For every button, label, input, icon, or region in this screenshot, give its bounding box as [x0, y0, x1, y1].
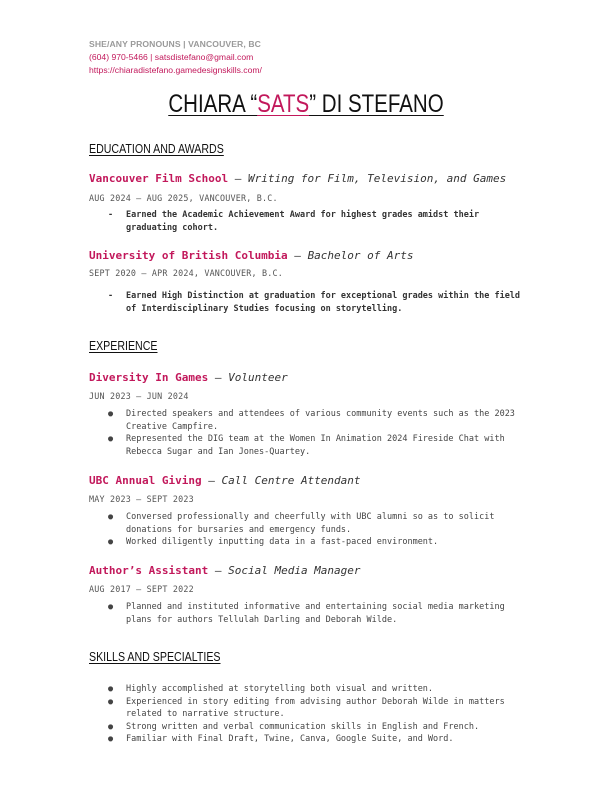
entry-sep: – — [228, 172, 248, 185]
section-heading-skills: SKILLS AND SPECIALTIES — [89, 650, 221, 664]
entry-title — [89, 249, 414, 262]
bullet-marker: ● — [108, 602, 114, 612]
entry-role: Social Media Manager — [228, 564, 361, 577]
dash-marker: - — [108, 291, 114, 301]
entry-bullets — [108, 601, 528, 626]
contact-block — [89, 38, 262, 77]
entry-sep: – — [287, 249, 308, 262]
bullet-marker: ● — [108, 684, 114, 694]
entry-title — [89, 474, 361, 487]
entry-sep: – — [208, 564, 229, 577]
entry-date: MAY 2023 – SEPT 2023 — [89, 494, 194, 504]
entry-title — [89, 371, 288, 384]
entry-bullets — [108, 408, 528, 458]
list-item: ● Directed speakers and attendees of various community events such as the 2023 Creative Campfire. — [108, 409, 515, 432]
entry-org: Diversity In Games — [89, 371, 209, 384]
dash-marker: - — [108, 210, 114, 220]
pronouns-location: SHE/ANY PRONOUNS | VANCOUVER, BC — [89, 39, 261, 49]
name-first: CHIARA “ — [168, 90, 258, 118]
list-item: - Earned High Distinction at graduation for exceptional grades within the field of Interdisciplinary Studies focusing on storytelling. — [108, 291, 521, 314]
list-item: ● Represented the DIG team at the Women In Animation 2024 Fireside Chat with Rebecca Sugar and Ian Jones-Quartey. — [108, 434, 505, 457]
skills-bullets — [108, 683, 528, 746]
bullet-marker: ● — [108, 734, 114, 745]
bullet-marker: ● — [108, 721, 114, 732]
list-item: ● Highly accomplished at storytelling both visual and written. — [108, 684, 434, 694]
website-link[interactable]: https://chiaradistefano.gamedesignskills.com/ — [89, 65, 262, 75]
entry-org: Vancouver Film School — [89, 172, 229, 185]
entry-bullets — [108, 209, 528, 234]
entry-bullets — [108, 511, 528, 549]
entry-org: UBC Annual Giving — [89, 474, 202, 487]
list-item: ● Experienced in story editing from advising author Deborah Wilde in matters related to narrative structure. — [108, 696, 505, 720]
bullet-marker: ● — [108, 512, 114, 522]
name-last: ” DI STEFANO — [309, 90, 444, 118]
entry-role: Call Centre Attendant — [221, 474, 361, 487]
entry-date: AUG 2017 – SEPT 2022 — [89, 584, 194, 594]
entry-org: Author’s Assistant — [89, 564, 209, 577]
phone-email: (604) 970-5466 | satsdistefano@gmail.com — [89, 52, 254, 62]
entry-date: SEPT 2020 – APR 2024, VANCOUVER, B.C. — [89, 268, 283, 278]
list-item: ● Worked diligently inputting data in a fast-paced environment. — [108, 537, 439, 548]
list-item: ● Familiar with Final Draft, Twine, Canva, Google Suite, and Word. — [108, 734, 454, 745]
bullet-marker: ● — [108, 409, 114, 419]
entry-sep: – — [201, 474, 222, 487]
entry-role: Bachelor of Arts — [307, 249, 414, 262]
list-item: ● Conversed professionally and cheerfully with UBC alumni so as to solicit donations for bursaries and emergency funds. — [108, 512, 495, 535]
entry-date: AUG 2024 – AUG 2025, VANCOUVER, B.C. — [89, 193, 278, 203]
entry-title — [89, 564, 361, 577]
page-title — [55, 90, 557, 119]
bullet-marker: ● — [108, 537, 114, 548]
entry-bullets — [108, 290, 528, 315]
list-item: - Earned the Academic Achievement Award for highest grades amidst their graduating cohort. — [108, 210, 480, 233]
entry-sep: – — [208, 371, 229, 384]
list-item: ● Planned and instituted informative and entertaining social media marketing plans for authors Tellulah Darling and Deborah Wilde. — [108, 602, 505, 625]
entry-title — [89, 172, 506, 185]
entry-role: Writing for Film, Television, and Games — [247, 172, 507, 185]
section-heading-experience: EXPERIENCE — [89, 339, 158, 353]
section-heading-education: EDUCATION AND AWARDS — [89, 142, 224, 156]
name-nickname: SATS — [257, 90, 310, 118]
entry-date: JUN 2023 – JUN 2024 — [89, 391, 189, 401]
bullet-marker: ● — [108, 434, 114, 445]
list-item: ● Strong written and verbal communication skills in English and French. — [108, 721, 480, 732]
entry-org: University of British Columbia — [89, 249, 288, 262]
entry-role: Volunteer — [228, 371, 288, 384]
bullet-marker: ● — [108, 696, 114, 707]
